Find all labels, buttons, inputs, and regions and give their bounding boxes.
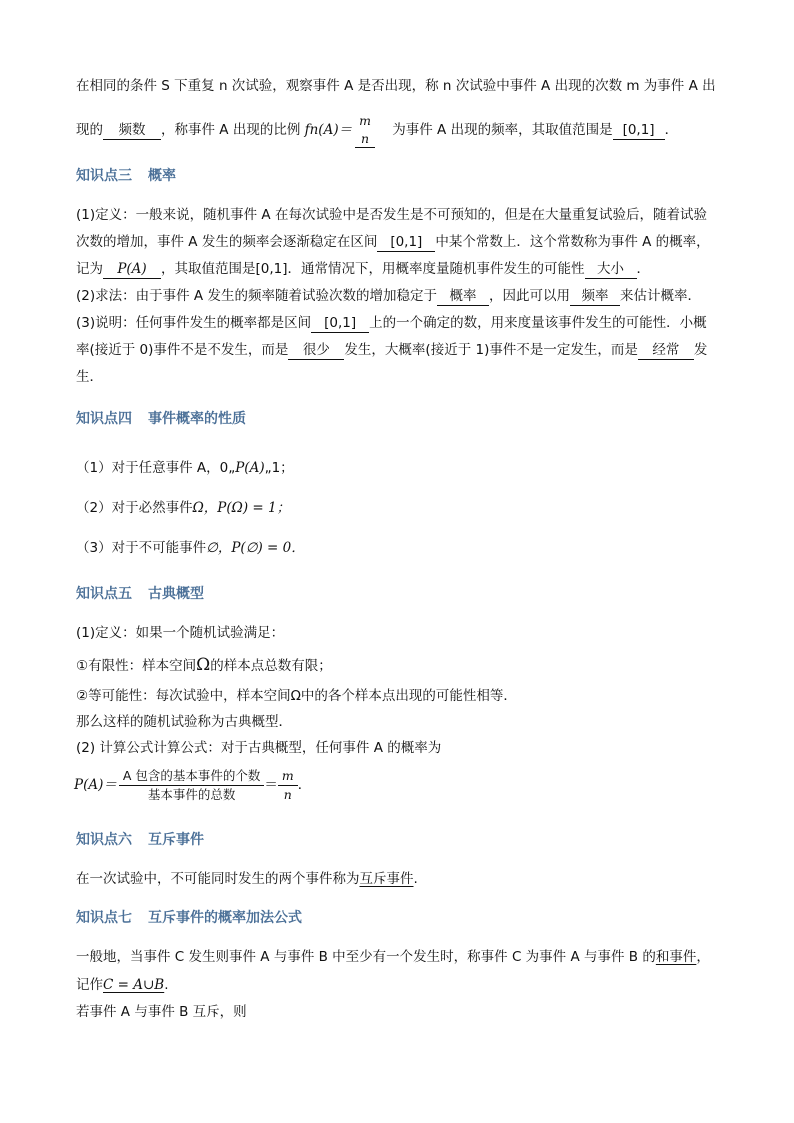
heading-number: 知识点五 (76, 586, 132, 602)
union-definition-line2 (76, 975, 169, 995)
answer-blank-range: [0,1] (613, 122, 665, 140)
property-item-1 (76, 458, 294, 478)
frequency-definition-line2 (76, 112, 678, 148)
text: ． (664, 122, 679, 138)
classical-definition-line2 (76, 655, 332, 676)
union-definition-line1 (76, 947, 710, 967)
text: 来估计概率． (619, 288, 701, 304)
text: (3)说明：任何事件发生的概率都是区间 (76, 315, 312, 331)
fraction-denominator: 基本事件的总数 (147, 786, 236, 802)
frequency-function: fn(A)＝ (304, 122, 353, 138)
union-definition-line3: 若事件 A 与事件 B 互斥，则 (76, 1004, 247, 1020)
math-expression: Ω，P(Ω) = 1； (192, 500, 291, 516)
text: ，称事件 A 出现的比例 (161, 122, 305, 138)
text: 上的一个确定的数，用来度量该事件发生的可能性．小概 (369, 315, 707, 331)
frequency-definition-line1: 在相同的条件 S 下重复 n 次试验，观察事件 A 是否出现，称 n 次试验中事件 A 出现的次数 m 为事件 A 出 (76, 78, 716, 94)
classical-definition-line1: (1)定义：如果一个随机试验满足： (76, 625, 285, 641)
text: ，因此可以用 (488, 288, 570, 304)
text: ， (696, 949, 710, 965)
section-heading-5 (76, 583, 204, 603)
classical-definition-line4: 那么这样的随机试验称为古典概型． (76, 714, 292, 730)
text: . (164, 977, 169, 993)
probability-definition-line1: (1)定义：一般来说，随机事件 A 在每次试验中是否发生是不可预知的，但是在大量重复试验后，随着试验 (76, 207, 707, 223)
fraction-denominator: n (360, 130, 370, 146)
heading-number: 知识点四 (76, 411, 132, 427)
fraction-numerator: m (359, 112, 371, 128)
heading-title: 互斥事件 (148, 832, 204, 848)
relation-symbol: „ (264, 460, 272, 476)
probability-note-line3: 生． (76, 369, 103, 385)
text: 一般地，当事件 C 发生则事件 A 与事件 B 中至少有一个发生时，称事件 C 为事件 A 与事件 B 的 (76, 949, 656, 965)
property-item-2 (76, 498, 290, 518)
section-heading-4 (76, 408, 246, 428)
answer-blank-notation: P(A) (103, 261, 161, 279)
text: 为事件 A 出现的频率，其取值范围是 (392, 122, 613, 138)
text: 的样本点总数有限； (210, 658, 332, 674)
text: ． (297, 777, 312, 793)
text: 在一次试验中，不可能同时发生的两个事件称为 (76, 871, 360, 887)
section-heading-7 (76, 907, 302, 927)
heading-title: 互斥事件的概率加法公式 (148, 910, 302, 926)
heading-number: 知识点七 (76, 910, 132, 926)
text: . (413, 871, 418, 887)
probability-method-line (76, 286, 701, 306)
heading-number: 知识点三 (76, 168, 132, 184)
probability-note-line2 (76, 340, 707, 360)
answer-blank-often: 经常 (638, 342, 694, 360)
fraction-numerator: m (278, 768, 298, 786)
fraction-denominator: n (283, 786, 292, 802)
relation-symbol: „ (228, 460, 236, 476)
text: (2)求法：由于事件 A 发生的频率随着试验次数的增加稳定于 (76, 288, 437, 304)
math-expression: ∅，P(∅) = 0． (206, 540, 305, 556)
answer-blank-rarely: 很少 (288, 342, 344, 360)
classical-formula-intro: (2) 计算公式计算公式：对于古典概型，任何事件 A 的概率为 (76, 740, 442, 756)
answer-blank-magnitude: 大小 (585, 261, 637, 279)
answer-blank-interval: [0,1] (311, 315, 369, 333)
text: 记为 (76, 261, 103, 277)
heading-title: 事件概率的性质 (148, 411, 246, 427)
answer-blank-probability: 概率 (437, 288, 489, 306)
text: 记作 (76, 977, 103, 993)
probability-note-line1 (76, 313, 707, 333)
math-expression: P(A) (235, 460, 265, 476)
property-item-3 (76, 538, 305, 558)
math-expression: C = A∪B (103, 977, 165, 993)
heading-title: 古典概型 (148, 586, 204, 602)
text: 1； (271, 460, 294, 476)
text: ，其取值范围是[0,1]．通常情况下，用概率度量随机事件发生的可能性 (161, 261, 585, 277)
text: （3）对于不可能事件 (76, 540, 207, 556)
probability-definition-line2 (76, 232, 710, 252)
text: 次数的增加，事件 A 发生的频率会逐渐稳定在区间 (76, 234, 378, 250)
equals-sign: ＝ (264, 777, 278, 793)
fraction-count-over-total (119, 768, 265, 803)
answer-blank-interval: [0,1] (377, 234, 435, 252)
answer-blank-frequency-count: 频数 (103, 122, 161, 140)
heading-number: 知识点六 (76, 832, 132, 848)
math-expression: P(A)＝ (74, 777, 117, 793)
heading-title: 概率 (148, 168, 176, 184)
term-union-event: 和事件 (655, 949, 697, 965)
fraction-numerator: A 包含的基本事件的个数 (119, 768, 265, 786)
text: 现的 (76, 122, 103, 138)
answer-blank-frequency: 频率 (570, 288, 620, 306)
text: （1）对于任意事件 A，0 (76, 460, 229, 476)
text: 发生，大概率(接近于 1)事件不是一定发生，而是 (344, 342, 638, 358)
omega-symbol: Ω (196, 655, 211, 675)
text: 发 (693, 342, 708, 358)
probability-definition-line3 (76, 259, 650, 279)
text: 中某个常数上．这个常数称为事件 A 的概率， (435, 234, 710, 250)
classical-definition-line3: ②等可能性：每次试验中，样本空间Ω中的各个样本点出现的可能性相等． (76, 688, 517, 704)
text: ． (636, 261, 651, 277)
text: ①有限性：样本空间 (76, 658, 197, 674)
classical-formula (76, 766, 311, 804)
fraction-m-over-n (278, 768, 298, 803)
text: （2）对于必然事件 (76, 500, 193, 516)
text: 率(接近于 0)事件不是不发生，而是 (76, 342, 289, 358)
term-mutually-exclusive: 互斥事件 (359, 871, 414, 887)
mutually-exclusive-definition (76, 869, 418, 889)
section-heading-6 (76, 829, 204, 849)
section-heading-3 (76, 165, 176, 185)
fraction-m-over-n (355, 113, 375, 148)
